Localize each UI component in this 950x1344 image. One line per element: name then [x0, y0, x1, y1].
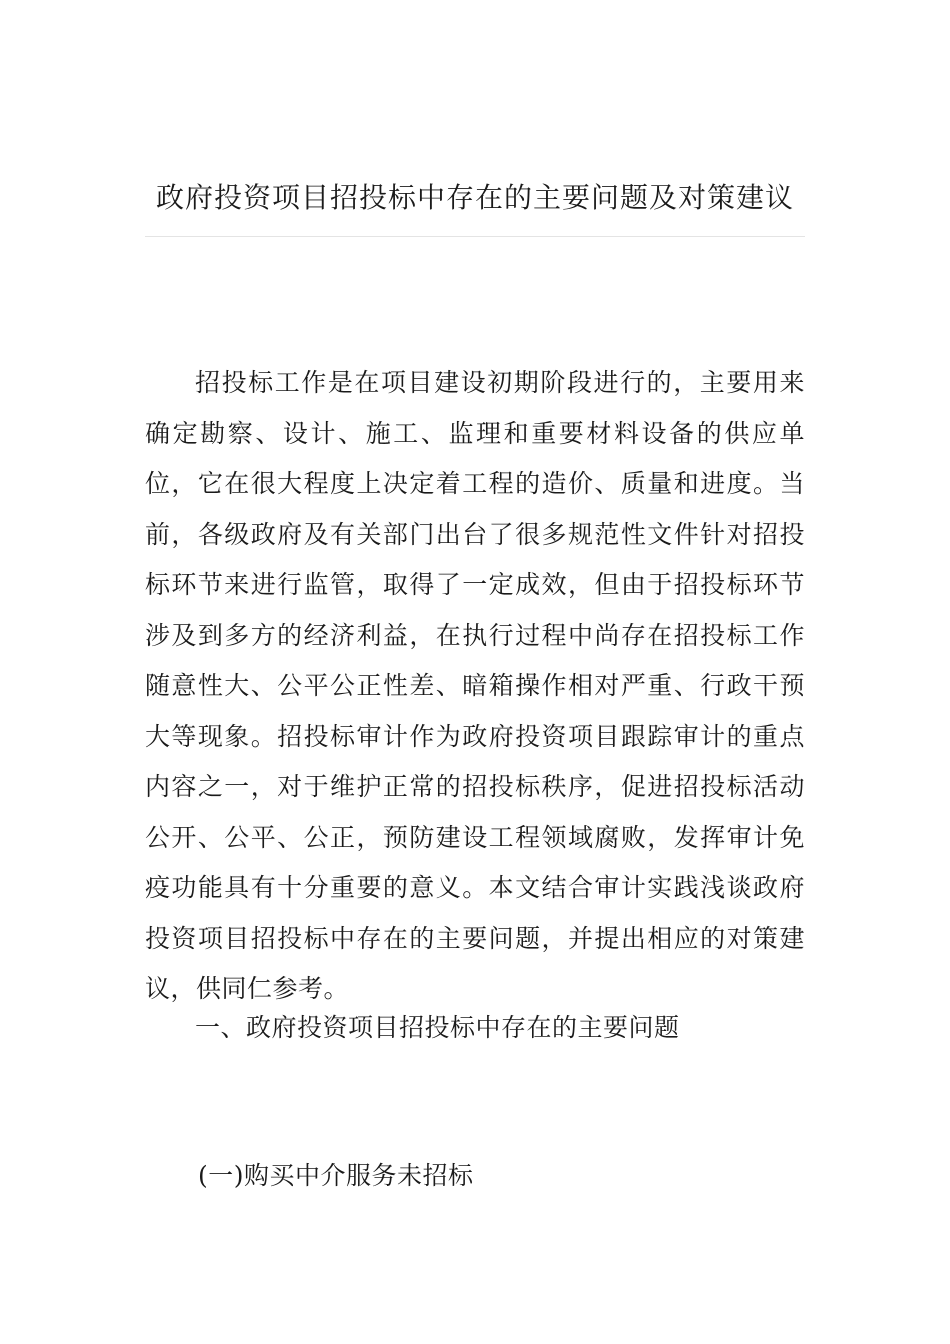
title-divider	[145, 236, 805, 237]
section-heading: 一、政府投资项目招投标中存在的主要问题	[195, 1013, 680, 1042]
subsection-heading: (一)购买中介服务未招标	[198, 1161, 474, 1190]
document-title: 政府投资项目招投标中存在的主要问题及对策建议	[155, 181, 794, 214]
intro-paragraph: 招投标工作是在项目建设初期阶段进行的，主要用来确定勘察、设计、施工、监理和重要材料设备的供应单位，它在很大程度上决定着工程的造价、质量和进度。当前，各级政府及有关部门出台了很多规范性文件针对招投标环节来进行监管，取得了一定成效，但由于招投标环节涉及到多方的经济利益，在执行过程中尚存在招投标工作随意性大、公平公正性差、暗箱操作相对严重、行政干预大等现象。招投标审计作为政府投资项目跟踪审计的重点内容之一，对于维护正常的招投标秩序，促进招投标活动公开、公平、公正，预防建设工程领域腐败，发挥审计免疫功能具有十分重要的意义。本文结合审计实践浅谈政府投资项目招投标中存在的主要问题，并提出相应的对策建议，供同仁参考。	[145, 368, 805, 1003]
